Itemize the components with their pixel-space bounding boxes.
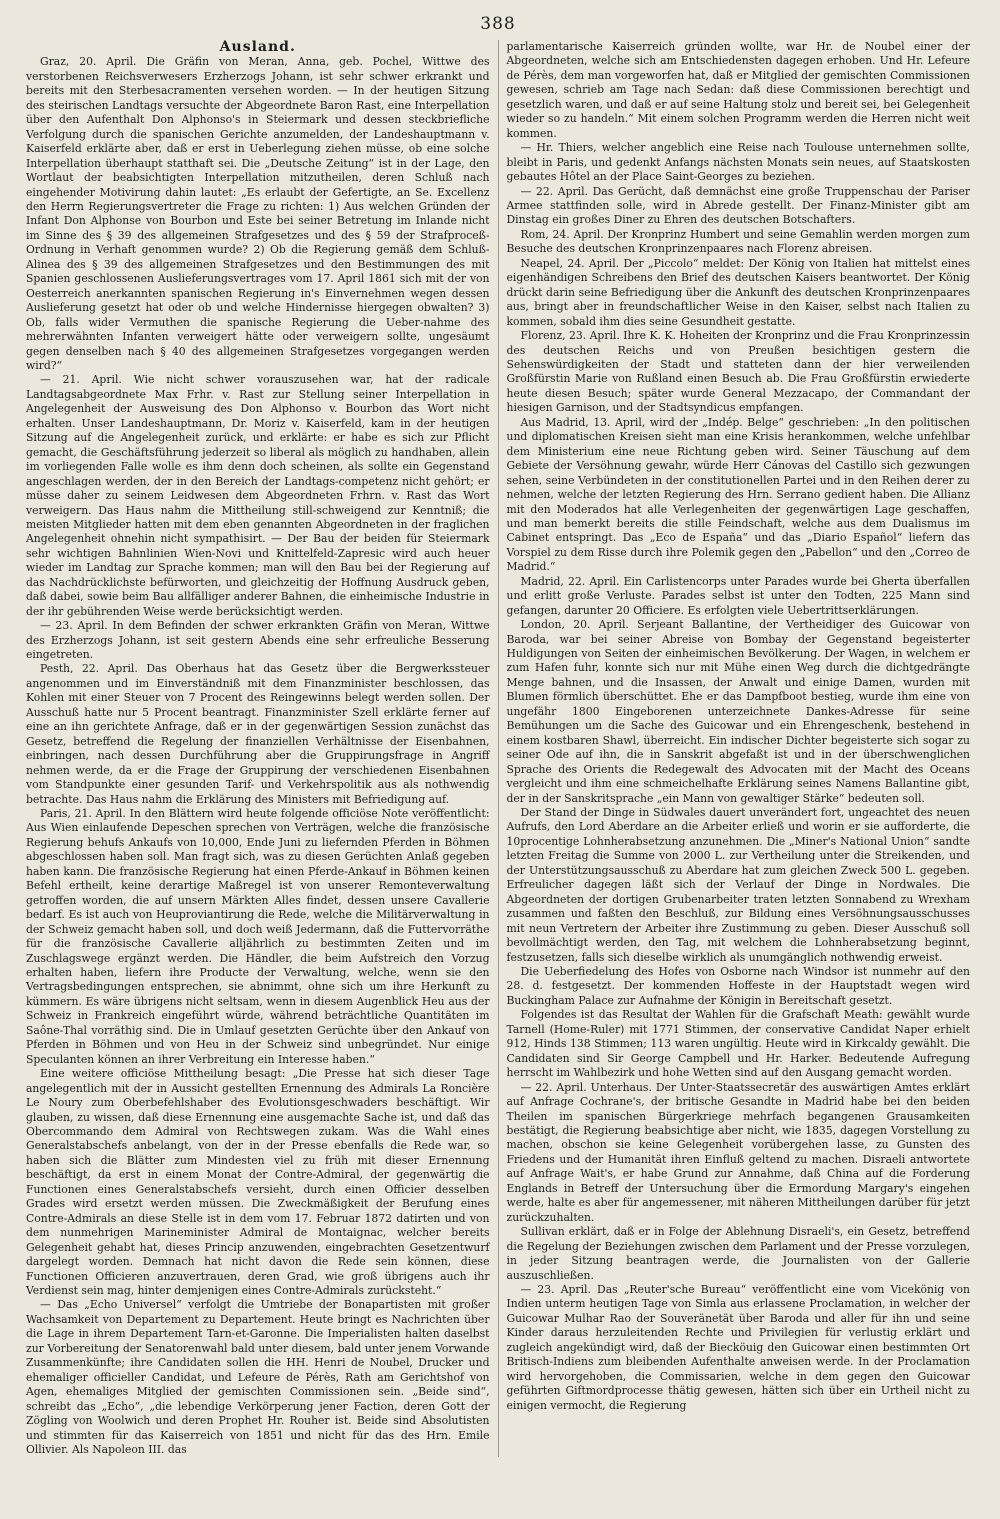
article-paris-22: — 22. April. Das Gerücht, daß demnächst eine große Truppenschau der Pariser Armee stattfinden solle, wird in Abrede gestellt. Der Finanz-Minister gibt am Dinstag ein großes Diner zu Ehren des deutschen Botschafters. [506, 184, 970, 227]
article-florenz: Florenz, 23. April. Ihre K. K. Hoheiten der Kronprinz und die Frau Kronprinzessin des deutschen Reichs und von Preußen besichtigen gestern die Sehenswürdigkeiten der Stadt und statteten dann der hier verweilenden Großfürstin Marie von Rußland einen Besuch ab. Die Frau Großfürstin erwiederte heute diesen Besuch; später wurde General Mezzacapo, der Commandant der hiesigen Garnison, und der Stadtsyndicus empfangen. [506, 329, 970, 415]
left-column [26, 40, 498, 1457]
article-thiers: — Hr. Thiers, welcher angeblich eine Reise nach Toulouse unternehmen sollte, bleibt in Paris, und gedenkt Anfangs nächsten Monats sein neues, auf Staatskosten gebautes Hôtel an der Place Saint-Georges zu beziehen. [506, 141, 970, 184]
article-meath: Folgendes ist das Resultat der Wahlen für die Grafschaft Meath: gewählt wurde Tarnell (Home-Ruler) mit 1771 Stimmen, der conservative Candidat Naper erhielt 912, Hinds 138 Stimmen; 113 waren ungültig. Heute wird in Kirkcaldy gewählt. Die Candidaten sind Sir George Campbell und Hr. Harker. Bedeutende Aufregung herrscht im Wahlbezirk und hohe Wetten sind auf den Ausgang gemacht worden. [506, 1008, 970, 1080]
page-number: 388 [480, 14, 516, 34]
article-paris: Paris, 21. April. In den Blättern wird heute folgende officiöse Note veröffentlicht: Aus Wien einlaufende Depeschen sprechen von Verträgen, welche die französische Regierung behufs Ankaufs von 10,000, Ende Juni zu liefernden Pferden in Böhmen abgeschlossen haben soll. Man fragt sich, was zu diesen Gerüchten Anlaß gegeben haben kann. Die französische Regierung hat einen Pferde-Ankauf in Böhmen keinen Befehl ertheilt, keine derartige Maßregel ist von unserer Remonteverwaltung getroffen worden, die auf unsern Märkten Alles findet, dessen unsere Cavallerie bedarf. Es ist auch von Heuproviantirung die Rede, welche die Militärverwaltung in der Schweiz gemacht haben soll, und doch weiß Jedermann, daß die Futtervorräthe für die französische Cavallerie alljährlich zu bestimmten Zeiten und im Zuschlagswege ergänzt werden. Die Händler, die beim Aufstreich den Vorzug erhalten haben, liefern ihre Producte der Verwaltung, welche, wenn sie den Vertragsbedingungen entsprechen, sie abnimmt, ohne sich um ihre Herkunft zu kümmern. Es wäre übrigens nicht seltsam, wenn in diesem Augenblick Heu aus der Schweiz in Frankreich eingeführt würde, während beträchtliche Quantitäten im Saône-Thal vorräthig sind. Die in Umlauf gesetzten Gerüchte über den Ankauf von Pferden in Böhmen und von Heu in der Schweiz sind unbegründet. Nur einige Speculanten können an ihrer Verbreitung ein Interesse haben.“ [26, 807, 490, 1066]
columns [26, 40, 970, 1457]
article-graz-23: — 23. April. In dem Befinden der schwer erkrankten Gräfin von Meran, Wittwe des Erzherzogs Johann, ist seit gestern Abends eine sehr erfreuliche Besserung eingetreten. [26, 619, 490, 662]
article-suedwales: Der Stand der Dinge in Südwales dauert unverändert fort, ungeachtet des neuen Aufrufs, den Lord Aberdare an die Arbeiter erließ und worin er sie aufforderte, die 10procentige Lohnherabsetzung anzunehmen. Die „Miner's National Union“ sandte letzten Freitag die Summe von 2000 L. zur Vertheilung unter die Streikenden, und der Unterstützungsausschuß zu Aberdare hat zum gleichen Zweck 500 L. gegeben. Erfreulicher dagegen läßt sich der Verlauf der Dinge in Nordwales. Die Abgeordneten der dortigen Grubenarbeiter traten letzten Sonnabend zu Wrexham zusammen und faßten den Beschluß, zur Bildung eines Versöhnungsausschusses mit neun Vertretern der Arbeiter ihre Zustimmung zu geben. Dieser Ausschuß soll bevollmächtigt werden, den Tag, mit welchem die Lohnherabsetzung beginnt, festzusetzen, falls sich dieselbe wirklich als unumgänglich nothwendig erweist. [506, 806, 970, 964]
article-sullivan: Sullivan erklärt, daß er in Folge der Ablehnung Disraeli's, ein Gesetz, betreffend die Regelung der Beziehungen zwischen dem Parlament und der Presse vorzulegen, in jeder Sitzung beantragen werde, die Journalisten von der Gallerie auszuschließen. [506, 1225, 970, 1282]
article-paris-echo: — Das „Echo Universel“ verfolgt die Umtriebe der Bonapartisten mit großer Wachsamkeit von Departement zu Departement. Heute bringt es Nachrichten über die Lage in ihrem Departement Tarn-et-Garonne. Die Imperialisten halten daselbst zur Vorbereitung der Senatorenwahl bald unter diesem, bald unter jenem Vorwande Zusammenkünfte; ihre Candidaten sollen die HH. Henri de Noubel, Drucker und ehemaliger officieller Candidat, und Lefeure de Pérès, Rath am Gerichtshof von Agen, ehemaliges Mitglied der gemischten Commissionen sein. „Beide sind“, schreibt das „Echo“, „die lebendige Verkörperung jener Faction, deren Gott der Zögling von Woolwich und deren Prophet Hr. Rouher ist. Beide sind Absolutisten und stimmten für das Kaiserreich von 1851 und nicht für das des Hrn. Emile Ollivier. Als Napoleon III. das [26, 1298, 490, 1456]
article-paris-admiral: Eine weitere officiöse Mittheilung besagt: „Die Presse hat sich dieser Tage angelegentlich mit der in Aussicht gestellten Ernennung des Admirals La Roncière Le Noury zum Oberbefehlshaber des Evolutionsgeschwaders beschäftigt. Wir glauben, zu wissen, daß diese Ernennung eine ausgemachte Sache ist, und daß das Obercommando dem Admiral von Rechtswegen zukam. Was die Wahl eines Generalstabschefs anbelangt, von der in der Presse ebenfalls die Rede war, so haben sich die Blätter zum Mindesten viel zu früh mit dieser Ernennung beschäftigt, da erst in einem Monat der Contre-Admiral, der gegenwärtig die Functionen eines Generalstabschefs versieht, durch einen Officier desselben Grades wird ersetzt werden müssen. Die Zweckmäßigkeit der Berufung eines Contre-Admirals an diese Stelle ist in dem vom 17. Februar 1872 datirten und von dem nunmehrigen Marineminister Admiral de Montaignac, welcher bereits Gelegenheit gehabt hat, dieses Princip anzuwenden, eingebrachten Gesetzentwurf dargelegt worden. Demnach hat nicht davon die Rede sein können, diese Functionen Officieren anzuvertrauen, deren Grad, wie groß übrigens auch ihr Verdienst sein mag, hinter demjenigen eines Contre-Admirals zurücksteht.“ [26, 1067, 490, 1297]
article-graz-21: — 21. April. Wie nicht schwer vorauszusehen war, hat der radicale Landtagsabgeordnete Max Frhr. v. Rast zur Stellung seiner Interpellation in Angelegenheit der Ausweisung des Don Alphonso v. Bourbon das Wort nicht erhalten. Unser Landeshauptmann, Dr. Moriz v. Kaiserfeld, kam in der heutigen Sitzung auf die Angelegenheit zurück, und erklärte: er habe es sich zur Pflicht gemacht, die Geschäftsführung jederzeit so liberal als möglich zu handhaben, allein im vorliegenden Falle wolle es ihm denn doch scheinen, als sollte ein Gegenstand angeschlagen werden, der in den Bereich der Landtags-competenz nicht gehört; er müsse daher zu seinem Leidwesen dem Abgeordneten Frhrn. v. Rast das Wort verweigern. Das Haus nahm die Mittheilung still-schweigend zur Kenntniß; die meisten Mitglieder hatten mit dem eben genannten Abgeordneten in der fraglichen Angelegenheit ohnehin nicht sympathisirt. — Der Bau der beiden für Steiermark sehr wichtigen Bahnlinien Wien-Novi und Knittelfeld-Zapresic wird auch heuer wieder im Landtag zur Sprache kommen; man will den Bau bei der Regierung auf das Nachdrücklichste befürworten, und gleichzeitig der Hoffnung Ausdruck geben, daß dabei, sowie beim Bau allfälliger anderer Bahnen, die einheimische Industrie in der ihr gebührenden Weise werde berücksichtigt werden. [26, 373, 490, 618]
article-paris-cont: parlamentarische Kaiserreich gründen wollte, war Hr. de Noubel einer der Abgeordneten, welche sich am Entschiedensten dagegen erhoben. Und Hr. Lefeure de Pérès, dem man vorgeworfen hat, daß er Mitglied der gemischten Commissionen gewesen, schrieb am Tage nach Sedan: daß diese Commissionen berechtigt und gesetzlich waren, und daß er auf seine Haltung stolz und bereit sei, bei Gelegenheit wieder so zu handeln.“ Mit einem solchen Programm werden die Herren nicht weit kommen. [506, 40, 970, 140]
article-neapel: Neapel, 24. April. Der „Piccolo“ meldet: Der König von Italien hat mittelst eines eigenhändigen Schreibens den Brief des deutschen Kaisers beantwortet. Der König drückt darin seine Befriedigung über die Ankunft des deutschen Kronprinzenpaares aus, bringt aber in freundschaftlicher Weise in den Kaiser, selbst nach Italien zu kommen, sobald ihm dies seine Gesundheit gestatte. [506, 256, 970, 328]
article-london: London, 20. April. Serjeant Ballantine, der Vertheidiger des Guicowar von Baroda, war bei seiner Abreise von Bombay der Gegenstand begeisterter Huldigungen von Seiten der einheimischen Bevölkerung. Der Wagen, in welchem er zum Hafen fuhr, konnte sich nur mit Mühe einen Weg durch die dichtgedrängte Menge bahnen, und die Insassen, der Anwalt und einige Damen, wurden mit Blumen förmlich überschüttet. Ehe er das Dampfboot bestieg, wurde ihm eine von ungefähr 1800 Eingeborenen unterzeichnete Dankes-Adresse für seine Bemühungen um die Sache des Guicowar und ein Ehrengeschenk, bestehend in einem kostbaren Shawl, überreicht. Ein indischer Dichter begeisterte sich sogar zu seiner Ode auf ihn, die in Sanskrit abgefaßt ist und in der überschwenglichen Sprache des Orients die Redegewalt des Advocaten mit der Macht des Oceans vergleicht und ihm eine schmeichelhafte Erklärung seines Namens Ballantine gibt, der in der Sanskritsprache „ein Mann von gewaltiger Stärke“ bedeuten soll. [506, 618, 970, 805]
article-rom: Rom, 24. April. Der Kronprinz Humbert und seine Gemahlin werden morgen zum Besuche des deutschen Kronprinzenpaares nach Florenz abreisen. [506, 227, 970, 256]
right-column [498, 40, 971, 1457]
article-madrid-13: Aus Madrid, 13. April, wird der „Indép. Belge“ geschrieben: „In den politischen und diplomatischen Kreisen sieht man eine Krisis herankommen, welche unfehlbar dem Ministerium eine neue Richtung geben wird. Seiner Täuschung auf dem Gebiete der Versöhnung gewahr, würde Herr Cánovas del Castillo sich gezwungen sehen, seine Verbündeten in der constitutionellen Partei und in den Reihen derer zu nehmen, welche der letzten Regierung des Hrn. Serrano gedient haben. Die Allianz mit den Moderados hat alle Verlegenheiten der gegenwärtigen Lage geschaffen, und man bemerkt bereits die stille Feindschaft, welche aus dem Dualismus im Cabinet entspringt. Das „Eco de España“ und das „Diario Español“ liefern das Vorspiel zu dem Risse durch ihre Polemik gegen den „Pabellon“ und den „Correo de Madrid.“ [506, 415, 970, 574]
article-pesth: Pesth, 22. April. Das Oberhaus hat das Gesetz über die Bergwerkssteuer angenommen und im Einverständniß mit dem Finanzminister beschlossen, das Kohlen mit einer Steuer von 7 Procent des Reingewinns belegt werden sollen. Der Ausschuß hatte nur 5 Procent beantragt. Finanzminister Szell erklärte ferner auf eine an ihn gerichtete Anfrage, daß er in der gegenwärtigen Session zunächst das Gesetz, betreffend die Regelung der finanziellen Verhältnisse der Eisenbahnen, einbringen, nach dessen Durchführung aber die Gruppirungsfrage in Angriff nehmen werde, da er die Frage der Gruppirung der verschiedenen Eisenbahnen vom Standpunkte einer gesunden Tarif- und Verkehrspolitik aus als nothwendig betrachte. Das Haus nahm die Erklärung des Ministers mit Befriedigung auf. [26, 662, 490, 806]
article-madrid-22: Madrid, 22. April. Ein Carlistencorps unter Parades wurde bei Gherta überfallen und erlitt große Verluste. Parades selbst ist unter den Todten, 225 Mann sind gefangen, darunter 20 Officiere. Es erfolgten viele Uebertrittserklärungen. [506, 574, 970, 617]
section-title: Ausland. [219, 39, 296, 55]
article-windsor: Die Ueberfiedelung des Hofes von Osborne nach Windsor ist nunmehr auf den 28. d. festgesetzt. Der kommenden Hoffeste in der Hauptstadt wegen wird Buckingham Palace zur Aufnahme der Königin in Bereitschaft gesetzt. [506, 965, 970, 1007]
article-graz: Graz, 20. April. Die Gräfin von Meran, Anna, geb. Pochel, Wittwe des verstorbenen Reichsverwesers Erzherzogs Johann, ist sehr schwer erkrankt und bereits mit den Sterbesacramenten versehen worden. — In der heutigen Sitzung des steirischen Landtags versuchte der Abgeordnete Baron Rast, eine Interpellation über den Aufenthalt Don Alphonso's in Steiermark und dessen steckbriefliche Verfolgung durch die spanischen Gerichte anzumelden, der Landeshauptmann v. Kaiserfeld erklärte aber, daß er erst in Ueberlegung ziehen müsse, ob eine solche Interpellation überhaupt statthaft sei. Die „Deutsche Zeitung“ ist in der Lage, den Wortlaut der beabsichtigten Interpellation mitzutheilen, deren Schluß nach eingehender Motivirung dahin lautet: „Es erlaubt der Gefertigte, an Se. Excellenz den Herrn Regierungsvertreter die Frage zu richten: 1) Aus welchen Gründen der Infant Don Alphonse von Bourbon und Este bei seiner Betretung im Inlande nicht im Sinne des § 39 des allgemeinen Strafgesetzes und des § 59 der Strafproceß-Ordnung in Verhaft genommen wurde? 2) Ob die Regierung gemäß dem Schluß-Alinea des § 39 des allgemeinen Strafgesetzes und den Bestimmungen des mit Spanien geschlossenen Auslieferungsvertrages vom 17. April 1861 sich mit der von Oesterreich anerkannten spanischen Regierung in's Einvernehmen wegen dessen Auslieferung gesetzt hat oder ob und welche Hindernisse hiergegen obwalten? 3) Ob, falls wider Vermuthen die spanische Regierung die Ueber-nahme des mehrerwähnten Infanten verweigert hätte oder verweigern sollte, ungesäumt gegen denselben nach § 40 des allgemeinen Strafgesetzes vorgegangen werden wird?“ [26, 55, 490, 372]
article-unterhaus: — 22. April. Unterhaus. Der Unter-Staatssecretär des auswärtigen Amtes erklärt auf Anfrage Cochrane's, der britische Gesandte in Madrid habe bei den beiden Theilen im spanischen Bürgerkriege mehrfach begangenen Grausamkeiten bestätigt, die Regierung beabsichtige aber nicht, wie 1835, dagegen Vorstellung zu machen, obschon sie keine Gelegenheit vorübergehen lasse, zu Gunsten des Friedens und der Humanität ihren Einfluß geltend zu machen. Disraeli antwortete auf Anfrage Wait's, er habe Grund zur Annahme, daß China auf die Forderung Englands in Betreff der Untersuchung über die Ermordung Margary's eingehen werde, halte es aber für angemessener, mit näheren Mittheilungen darüber für jetzt zurückzuhalten. [506, 1080, 970, 1224]
article-reuter: — 23. April. Das „Reuter'sche Bureau“ veröffentlicht eine vom Vicekönig von Indien unterm heutigen Tage von Simla aus erlassene Proclamation, in welcher der Guicowar Mulhar Rao der Souveränetät über Baroda und aller für ihn und seine Kinder daraus herzuleitenden Rechte und Privilegien für verlustig erklärt und zugleich angekündigt wird, daß der Biecköuig den Guicowar einen bestimmten Ort Britisch-Indiens zum bleibenden Aufenthalte anweisen werde. In der Proclamation wird hervorgehoben, die Commissarien, welche in dem gegen den Guicowar geführten Giftmordprocesse thätig gewesen, hätten sich über ein Urtheil nicht zu einigen vermocht, die Regierung [506, 1282, 970, 1412]
